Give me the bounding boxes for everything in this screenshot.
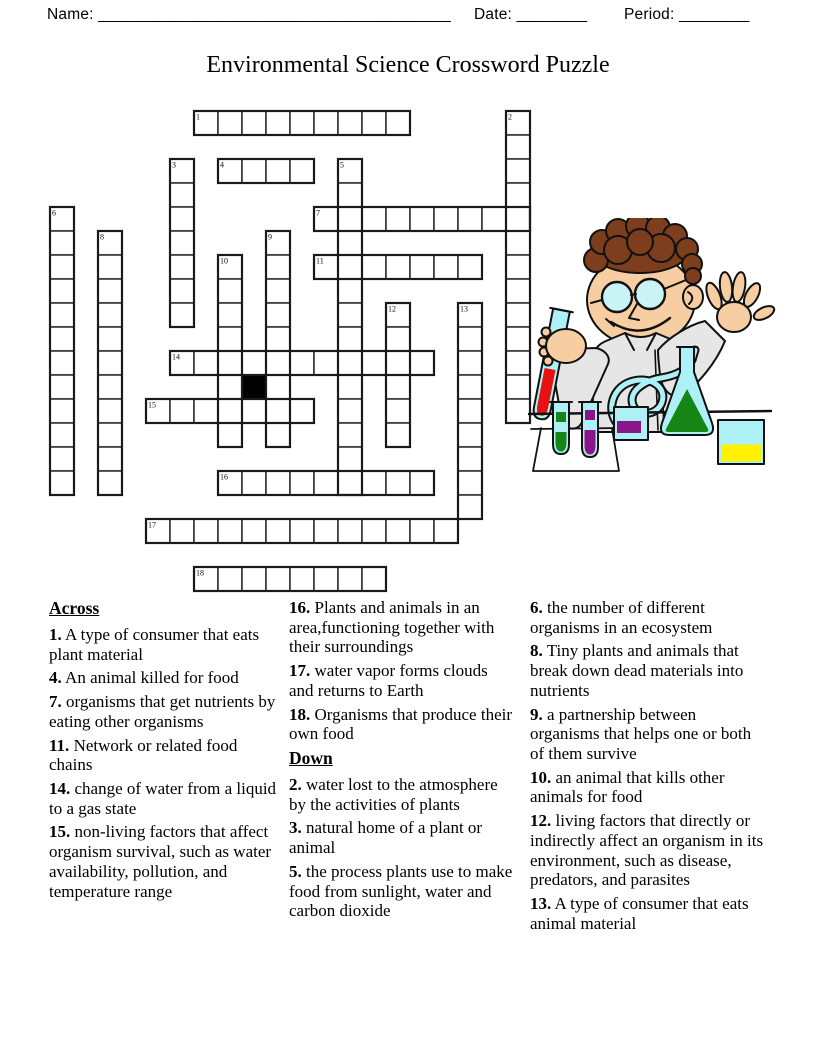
crossword-cell[interactable] [338, 351, 362, 375]
crossword-cell[interactable] [338, 447, 362, 471]
crossword-cell[interactable] [506, 207, 530, 231]
crossword-cell[interactable] [50, 447, 74, 471]
crossword-cell[interactable] [338, 303, 362, 327]
crossword-cell[interactable] [410, 351, 434, 375]
crossword-cell[interactable] [242, 399, 266, 423]
crossword-cell[interactable] [98, 447, 122, 471]
crossword-cell[interactable] [98, 351, 122, 375]
clue-down-2: 2. water lost to the atmosphere by the activities of plants [289, 775, 498, 814]
page-title: Environmental Science Crossword Puzzle [206, 52, 610, 78]
clue-across-17: 17. water vapor forms clouds and returns to Earth [289, 661, 488, 700]
crossword-cell[interactable] [218, 279, 242, 303]
crossword-cell[interactable] [506, 399, 530, 423]
clue-down-3: 3. natural home of a plant or animal [289, 818, 483, 858]
crossword-cell[interactable] [290, 159, 314, 183]
crossword-grid [47, 108, 533, 594]
grid-number-17: 17 [148, 520, 156, 530]
grid-number-18: 18 [196, 568, 204, 578]
crossword-cell[interactable] [266, 567, 290, 591]
rack-tube-green [550, 402, 572, 454]
crossword-cell[interactable] [170, 255, 194, 279]
grid-number-1: 1 [196, 112, 200, 122]
crossword-cell[interactable] [98, 471, 122, 495]
crossword-cell[interactable] [386, 327, 410, 351]
crossword-cell[interactable] [386, 255, 410, 279]
crossword-cell[interactable] [170, 519, 194, 543]
crossword-cell[interactable] [506, 327, 530, 351]
crossword-cell[interactable] [506, 255, 530, 279]
crossword-cell[interactable] [362, 255, 386, 279]
clue-down-13: 13. A type of consumer that eats animal material [530, 894, 749, 933]
crossword-cell[interactable] [506, 279, 530, 303]
name-label: Name: [47, 6, 94, 23]
crossword-cell[interactable] [458, 399, 482, 423]
crossword-cell[interactable] [242, 519, 266, 543]
crossword-cell[interactable] [506, 135, 530, 159]
grid-number-10: 10 [220, 256, 228, 266]
clues-section [0, 598, 816, 1018]
crossword-cell[interactable] [266, 111, 290, 135]
crossword-cell[interactable] [386, 351, 410, 375]
crossword-cell[interactable] [362, 567, 386, 591]
crossword-cell[interactable] [266, 519, 290, 543]
crossword-cell[interactable] [98, 327, 122, 351]
clue-across-16: 16. Plants and animals in an area,functioning together with their surroundings [289, 598, 495, 657]
crossword-cell[interactable] [314, 471, 338, 495]
crossword-cell[interactable] [314, 351, 338, 375]
crossword-cell[interactable] [338, 183, 362, 207]
crossword-cell[interactable] [290, 519, 314, 543]
crossword-cell[interactable] [170, 279, 194, 303]
crossword-cell[interactable] [98, 279, 122, 303]
crossword-cell[interactable] [458, 447, 482, 471]
crossword-cell[interactable] [98, 255, 122, 279]
date-blank-line[interactable]: ________ [516, 6, 588, 23]
crossword-cell[interactable] [50, 255, 74, 279]
crossword-cell[interactable] [266, 471, 290, 495]
crossword-cell[interactable] [242, 567, 266, 591]
clue-down-9: 9. a partnership between organisms that helps one or both of them survive [530, 704, 752, 764]
crossword-cell[interactable] [170, 207, 194, 231]
crossword-cell[interactable] [386, 207, 410, 231]
crossword-cell[interactable] [266, 327, 290, 351]
crossword-cell[interactable] [218, 519, 242, 543]
date-label: Date: [474, 6, 513, 23]
crossword-cell[interactable] [194, 519, 218, 543]
crossword-cell[interactable] [386, 399, 410, 423]
left-hand [539, 328, 587, 366]
crossword-cell[interactable] [98, 303, 122, 327]
across-heading: Across [49, 598, 100, 618]
crossword-cell[interactable] [242, 471, 266, 495]
crossword-cell[interactable] [338, 279, 362, 303]
crossword-cell[interactable] [218, 423, 242, 447]
crossword-cell[interactable] [434, 519, 458, 543]
crossword-cell[interactable] [458, 375, 482, 399]
crossword-cell[interactable] [242, 159, 266, 183]
crossword-cell[interactable] [266, 399, 290, 423]
crossword-cell[interactable] [218, 375, 242, 399]
crossword-cell[interactable] [458, 495, 482, 519]
down-heading: Down [289, 748, 333, 769]
grid-number-3: 3 [172, 160, 176, 170]
grid-number-8: 8 [100, 232, 104, 242]
crossword-cell[interactable] [170, 399, 194, 423]
crossword-cell[interactable] [194, 351, 218, 375]
beaker [614, 407, 648, 440]
clue-down-5: 5. the process plants use to make food from sunlight, water and carbon dioxide [289, 861, 513, 921]
crossword-cell[interactable] [290, 471, 314, 495]
crossword-cell[interactable] [410, 471, 434, 495]
clue-across-1: 1. A type of consumer that eats plant material [49, 625, 260, 664]
crossword-cell[interactable] [266, 375, 290, 399]
crossword-cell[interactable] [506, 303, 530, 327]
crossword-cell[interactable] [338, 255, 362, 279]
clue-across-15: 15. non-living factors that affect organism survival, such as water availability, pollution, and temperature range [49, 822, 272, 901]
crossword-cell[interactable] [50, 375, 74, 399]
crossword-cell[interactable] [50, 303, 74, 327]
crossword-cell[interactable] [314, 567, 338, 591]
right-hand-waving [703, 271, 776, 332]
grid-number-11: 11 [316, 256, 324, 266]
clue-down-12: 12. living factors that directly or indirectly affect an organism in its environment, such as disease, predators, and parasites [530, 811, 764, 890]
crossword-cell[interactable] [386, 519, 410, 543]
crossword-cell[interactable] [218, 567, 242, 591]
crossword-cell[interactable] [338, 231, 362, 255]
crossword-cell[interactable] [314, 519, 338, 543]
crossword-cell[interactable] [338, 327, 362, 351]
grid-number-4: 4 [220, 160, 224, 170]
clue-across-11: 11. Network or related food chains [49, 735, 238, 775]
glasses-bridge [631, 294, 636, 295]
crossword-cell[interactable] [338, 399, 362, 423]
period-field [624, 6, 750, 24]
crossword-cell[interactable] [290, 399, 314, 423]
crossword-cell[interactable] [242, 351, 266, 375]
crossword-cell[interactable] [338, 375, 362, 399]
crossword-cell[interactable] [170, 183, 194, 207]
period-blank-line[interactable]: ________ [679, 6, 750, 23]
crossword-cell[interactable] [506, 231, 530, 255]
crossword-cell[interactable] [290, 351, 314, 375]
crossword-cell[interactable] [98, 375, 122, 399]
crossword-cell[interactable] [50, 231, 74, 255]
grid-number-15: 15 [148, 400, 156, 410]
grid-number-6: 6 [52, 208, 56, 218]
crossword-cell[interactable] [314, 111, 338, 135]
crossword-cell[interactable] [362, 207, 386, 231]
scientist-illustration [528, 218, 816, 483]
crossword-cell[interactable] [458, 471, 482, 495]
crossword-cell[interactable] [506, 351, 530, 375]
grid-number-16: 16 [220, 472, 228, 482]
crossword-cell[interactable] [458, 327, 482, 351]
crossword-cell[interactable] [410, 255, 434, 279]
crossword-cell[interactable] [458, 255, 482, 279]
crossword-cell[interactable] [242, 111, 266, 135]
crossword-cell[interactable] [458, 423, 482, 447]
crossword-cell[interactable] [362, 471, 386, 495]
crossword-cell[interactable] [410, 207, 434, 231]
clue-down-10: 10. an animal that kills other animals for food [530, 767, 725, 807]
glasses-right-lens-icon [635, 279, 665, 309]
crossword-cell[interactable] [218, 111, 242, 135]
crossword-cell[interactable] [386, 375, 410, 399]
crossword-cell[interactable] [338, 471, 362, 495]
crossword-cell[interactable] [362, 111, 386, 135]
crossword-cell[interactable] [434, 255, 458, 279]
name-field [47, 6, 451, 24]
crossword-cell[interactable] [266, 255, 290, 279]
crossword-cell[interactable] [50, 279, 74, 303]
clue-column-1 [49, 598, 284, 905]
clue-across-4: 4. An animal killed for food [49, 668, 239, 688]
crossword-cell[interactable] [50, 423, 74, 447]
crossword-cell[interactable] [434, 207, 458, 231]
grid-number-7: 7 [316, 208, 320, 218]
clue-column-2 [289, 598, 513, 925]
crossword-cell[interactable] [506, 375, 530, 399]
crossword-cell[interactable] [170, 303, 194, 327]
crossword-cell[interactable] [218, 303, 242, 327]
crossword-cell[interactable] [266, 159, 290, 183]
crossword-cell[interactable] [98, 399, 122, 423]
crossword-cell[interactable] [506, 183, 530, 207]
crossword-cell[interactable] [218, 351, 242, 375]
period-label: Period: [624, 6, 675, 23]
crossword-black-cell [242, 375, 266, 399]
crossword-cell[interactable] [50, 327, 74, 351]
crossword-cell[interactable] [266, 279, 290, 303]
crossword-cell[interactable] [482, 207, 506, 231]
crossword-cell[interactable] [266, 303, 290, 327]
crossword-cell[interactable] [218, 399, 242, 423]
grid-number-2: 2 [508, 112, 512, 122]
crossword-cell[interactable] [362, 519, 386, 543]
crossword-cell[interactable] [386, 423, 410, 447]
crossword-cell[interactable] [338, 567, 362, 591]
rack-tube-purple [579, 402, 601, 457]
test-tube-rack [531, 428, 621, 471]
crossword-cell[interactable] [362, 351, 386, 375]
glasses-left-lens-icon [602, 282, 632, 312]
crossword-cell[interactable] [338, 519, 362, 543]
crossword-cell[interactable] [386, 111, 410, 135]
crossword-cell[interactable] [218, 327, 242, 351]
crossword-cell[interactable] [290, 567, 314, 591]
clue-column-3 [530, 598, 768, 938]
crossword-cell[interactable] [338, 423, 362, 447]
crossword-cell[interactable] [266, 351, 290, 375]
grid-number-12: 12 [388, 304, 396, 314]
crossword-cell[interactable] [506, 159, 530, 183]
date-field [474, 6, 587, 24]
crossword-cell[interactable] [50, 471, 74, 495]
crossword-cell[interactable] [170, 231, 194, 255]
clue-down-6: 6. the number of different organisms in an ecosystem [530, 598, 713, 637]
crossword-cell[interactable] [266, 423, 290, 447]
grid-number-14: 14 [172, 352, 180, 362]
crossword-cell[interactable] [290, 111, 314, 135]
clue-across-7: 7. organisms that get nutrients by eating other organisms [49, 692, 276, 731]
crossword-cell[interactable] [458, 351, 482, 375]
clue-across-14: 14. change of water from a liquid to a gas state [49, 779, 277, 818]
crossword-cell[interactable] [338, 111, 362, 135]
crossword-cell[interactable] [50, 399, 74, 423]
crossword-cell[interactable] [410, 519, 434, 543]
crossword-cell[interactable] [50, 351, 74, 375]
crossword-cell[interactable] [98, 423, 122, 447]
grid-number-9: 9 [268, 232, 272, 242]
crossword-cell[interactable] [194, 399, 218, 423]
storage-container [718, 420, 764, 464]
crossword-cell[interactable] [458, 207, 482, 231]
clue-down-8: 8. Tiny plants and animals that break down dead materials into nutrients [530, 641, 744, 700]
clue-across-18: 18. Organisms that produce their own food [289, 704, 513, 744]
grid-number-5: 5 [340, 160, 344, 170]
crossword-cell[interactable] [386, 471, 410, 495]
name-blank-line[interactable]: ________________________________________ [98, 6, 451, 23]
crossword-cell[interactable] [338, 207, 362, 231]
grid-number-13: 13 [460, 304, 468, 314]
